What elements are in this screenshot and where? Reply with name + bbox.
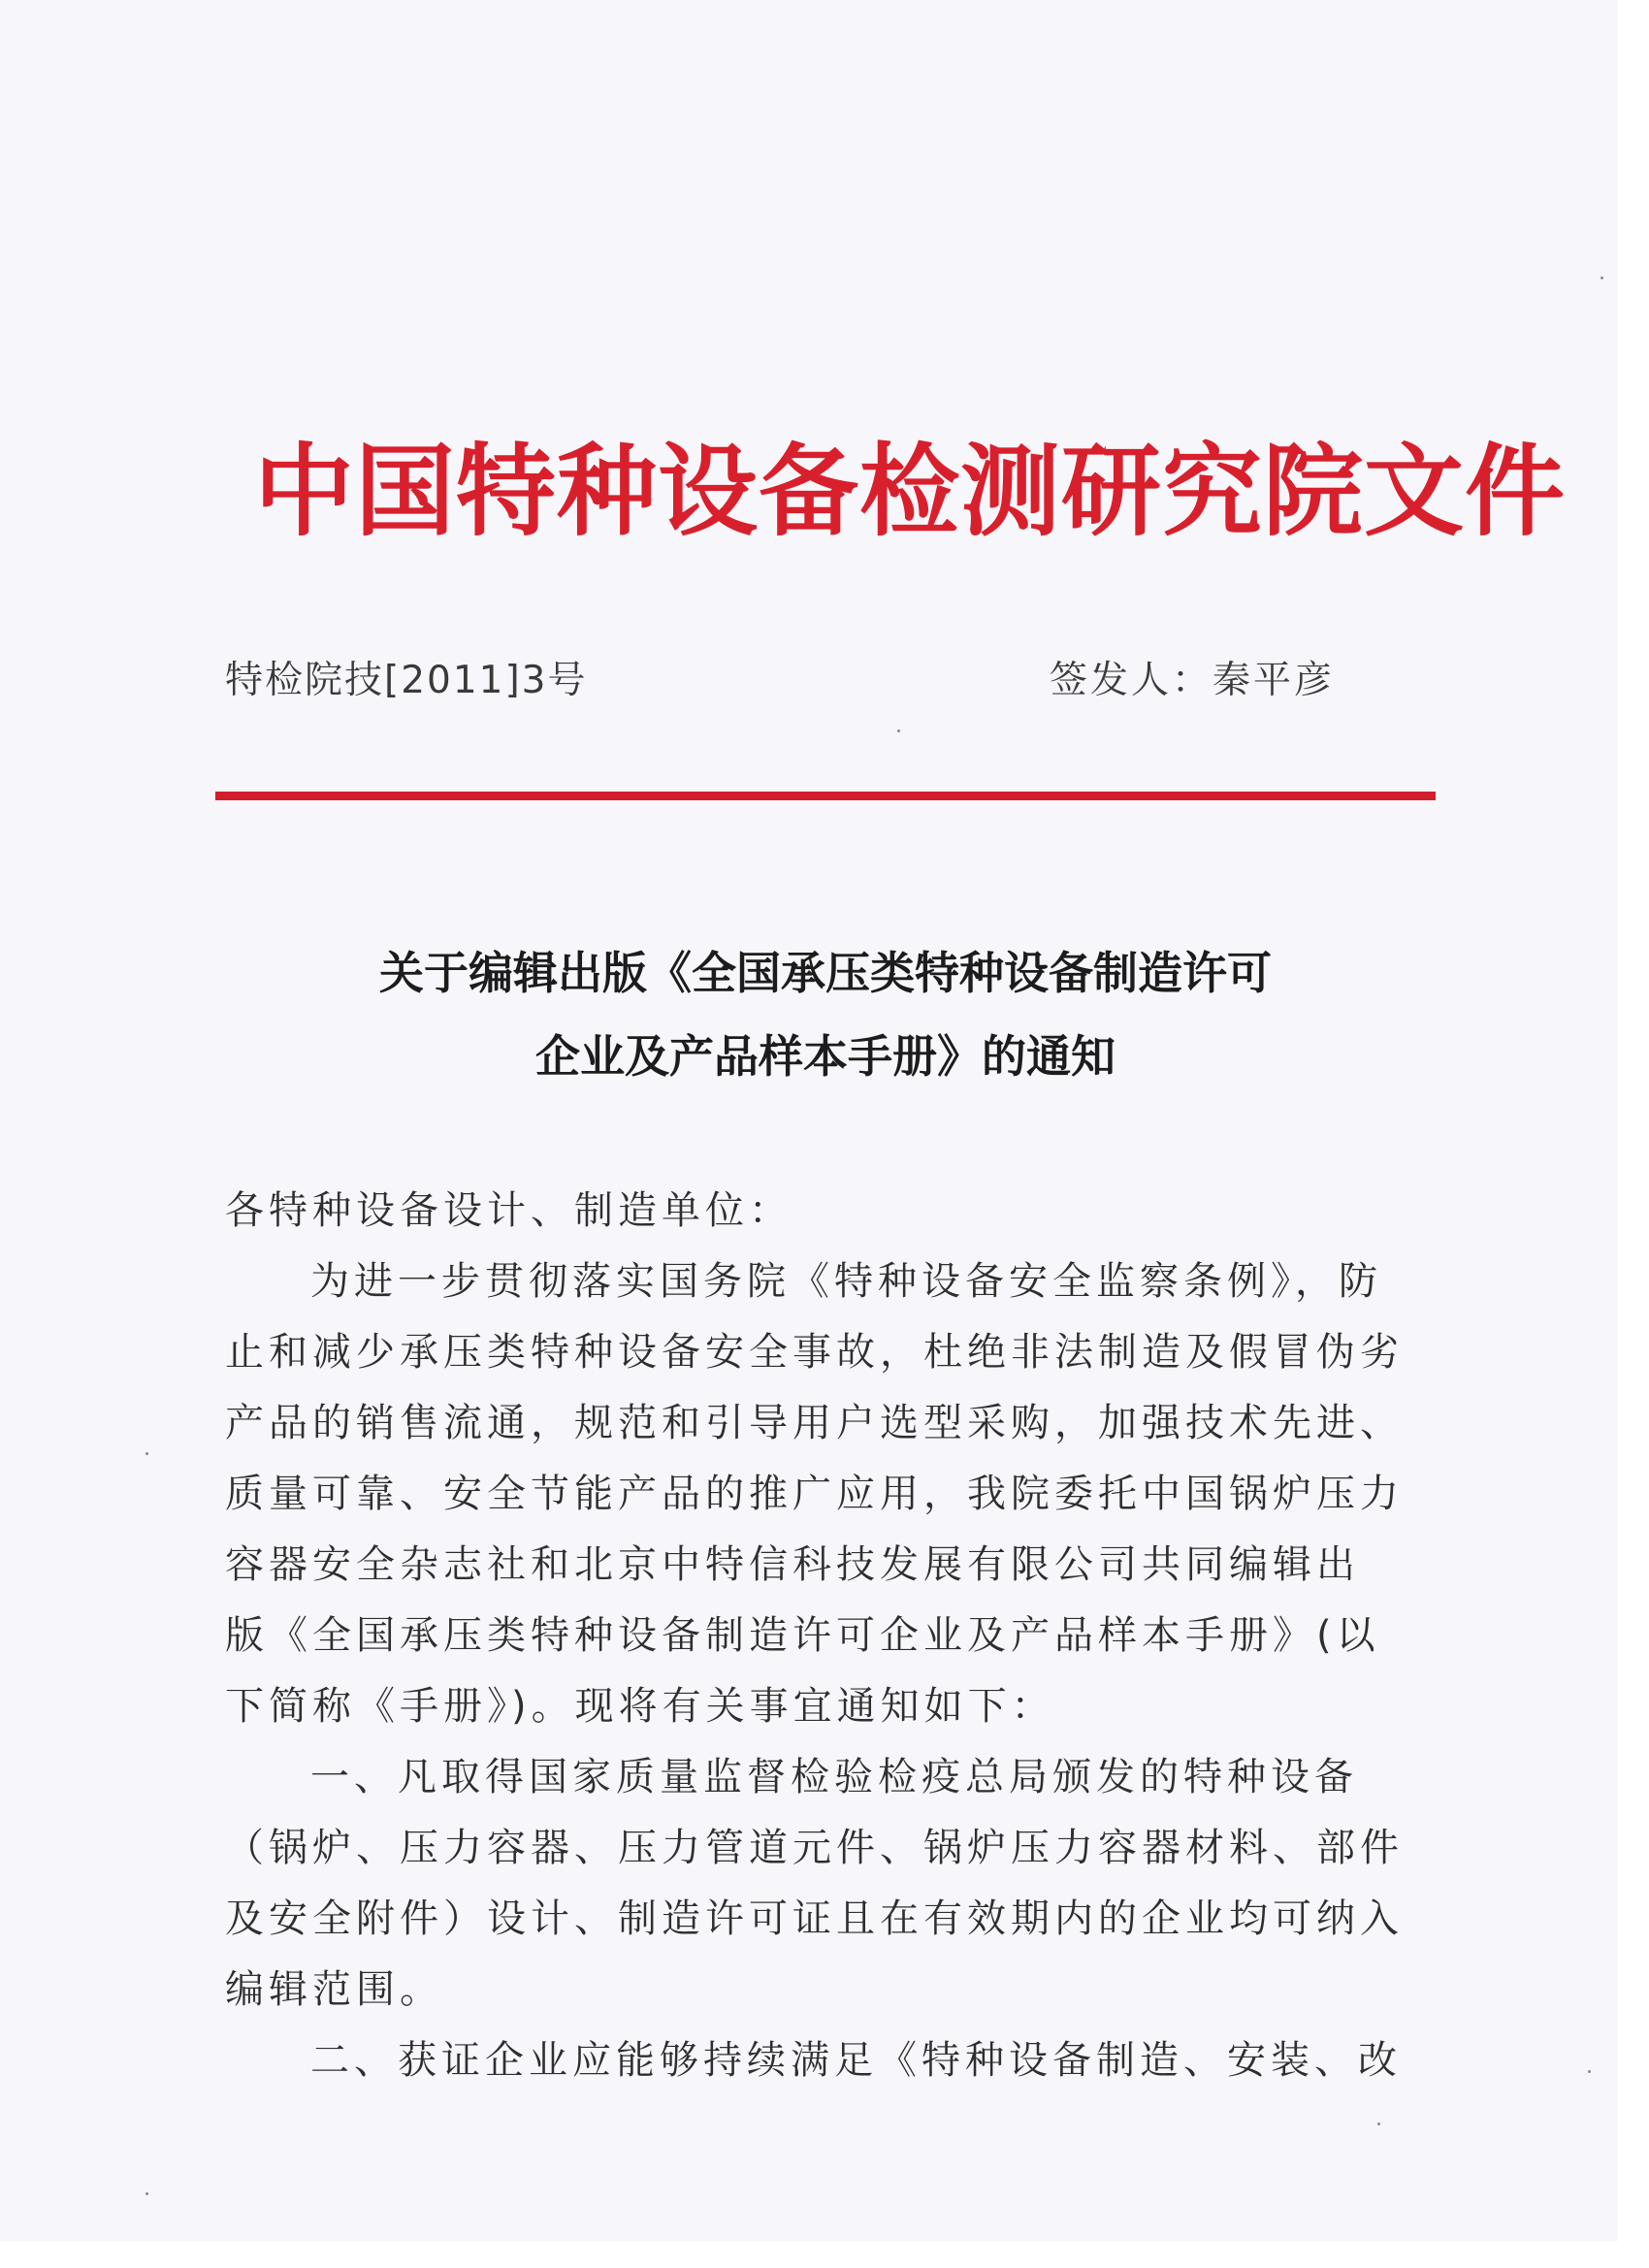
scan-speck: [1600, 276, 1603, 279]
paragraph-line: 下简称《手册》)。现将有关事宜通知如下：: [225, 1684, 1055, 1729]
paragraph-line: 编辑范围。: [225, 1967, 443, 2012]
paragraph-line: 质量可靠、安全节能产品的推广应用，我院委托中国锅炉压力: [225, 1472, 1404, 1516]
paragraph-line: 止和减少承压类特种设备安全事故，杜绝非法制造及假冒伪劣: [225, 1330, 1404, 1375]
notice-title-line-2: 企业及产品样本手册》的通知: [535, 1030, 1116, 1083]
scan-speck: [146, 1452, 148, 1455]
paragraph-line: 二、获证企业应能够持续满足《特种设备制造、安装、改: [310, 2038, 1402, 2083]
paragraph-line: 为进一步贯彻落实国务院《特种设备安全监察条例》，防: [310, 1259, 1382, 1304]
paragraph-line: 一、凡取得国家质量监督检验检疫总局颁发的特种设备: [310, 1755, 1358, 1799]
scan-speck: [1377, 2122, 1380, 2125]
scan-speck: [897, 729, 900, 732]
document-number: 特检院技[2011]3号: [225, 659, 588, 702]
addressee: 各特种设备设计、制造单位：: [225, 1188, 792, 1233]
notice-title: [215, 931, 1436, 1098]
paragraph-line: （锅炉、压力容器、压力管道元件、锅炉压力容器材料、部件: [225, 1826, 1404, 1870]
paragraph-3: [225, 2025, 1402, 2096]
red-divider-line: [215, 792, 1436, 800]
paragraph-1: [225, 1247, 1404, 1742]
paragraph-2: [225, 1742, 1404, 2025]
scan-speck: [146, 2192, 148, 2195]
scan-speck: [1588, 2070, 1591, 2073]
notice-title-line-1: 关于编辑出版《全国承压类特种设备制造许可: [379, 947, 1272, 999]
paragraph-line: 容器安全杂志社和北京中特信科技发展有限公司共同编辑出: [225, 1542, 1360, 1587]
paragraph-line: 产品的销售流通，规范和引导用户选型采购，加强技术先进、: [225, 1401, 1404, 1445]
signer: 签发人：秦平彦: [1050, 659, 1336, 702]
paragraph-line: 及安全附件）设计、制造许可证且在有效期内的企业均可纳入: [225, 1896, 1404, 1941]
paragraph-line: 版《全国承压类特种设备制造许可企业及产品样本手册》(以: [225, 1613, 1380, 1658]
document-header-title: 中国特种设备检测研究院文件: [254, 433, 1566, 550]
notice-body: [225, 1176, 1404, 2096]
